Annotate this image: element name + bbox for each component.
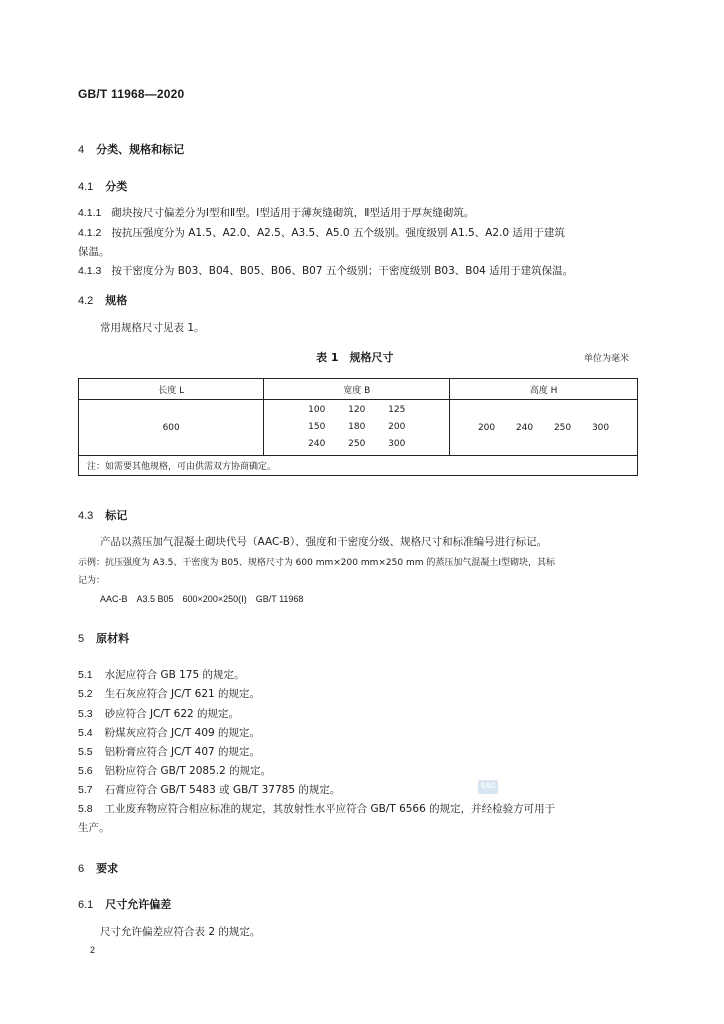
clause-5-4: 5.4 粉煤灰应符合 JC/T 409 的规定。 [78, 727, 261, 739]
length-cell: 600 [79, 400, 264, 456]
clause-5-7: 5.7 石膏应符合 GB/T 5483 或 GB/T 37785 的规定。 [78, 784, 341, 796]
section-4-3-heading: 4.3 标记 [78, 509, 128, 522]
clause-5-8: 5.8 工业废弃物应符合相应标准的规定，其放射性水平应符合 GB/T 6566 的规定，并经检验方可用于 [78, 803, 556, 815]
section-title: 分类、规格和标记 [96, 143, 185, 156]
header-length: 长度 L [79, 379, 264, 400]
watermark-stamp: SAC [478, 780, 498, 794]
section-4-1-heading: 4.1 分类 [78, 180, 128, 193]
section-number: 4 [78, 144, 85, 156]
clause-5-5: 5.5 铝粉膏应符合 JC/T 407 的规定。 [78, 746, 261, 758]
clause-5-3: 5.3 砂应符合 JC/T 622 的规定。 [78, 708, 240, 720]
table-1 [78, 378, 638, 476]
clause-4-1-1: 4.1.1 砌块按尺寸偏差分为Ⅰ型和Ⅱ型。Ⅰ型适用于薄灰缝砌筑，Ⅱ型适用于厚灰缝砌筑。 [78, 207, 475, 219]
section-4-2-heading: 4.2 规格 [78, 294, 128, 307]
clause-5-8-cont: 生产。 [78, 822, 110, 834]
section-6-1-heading: 6.1 尺寸允许偏差 [78, 898, 172, 911]
example-mark: AAC-B A3.5 B05 600×200×250(Ⅰ) GB/T 11968 [100, 594, 304, 604]
section-4-heading [78, 141, 184, 157]
clause-5-6: 5.6 铝粉应符合 GB/T 2085.2 的规定。 [78, 765, 272, 777]
height-cell: 200 240 250 300 [450, 400, 638, 456]
clause-4-1-2: 4.1.2 按抗压强度分为 A1.5、A2.0、A2.5、A3.5、A5.0 五个级别。强度级别 A1.5、A2.0 适用于建筑 [78, 227, 565, 239]
page-number: 2 [90, 945, 96, 955]
width-cell [264, 400, 450, 456]
width-row: 240 250 300 [308, 439, 406, 449]
width-row: 100 120 125 [308, 405, 406, 415]
example-text: 示例：抗压强度为 A3.5、干密度为 B05、规格尺寸为 600 mm×200 mm×250 mm 的蒸压加气混凝土Ⅰ型砌块，其标 [78, 558, 555, 568]
clause-4-1-3: 4.1.3 按干密度分为 B03、B04、B05、B06、B07 五个级别；干密度级别 B03、B04 适用于建筑保温。 [78, 265, 574, 277]
section-6-heading: 6 要求 [78, 862, 119, 875]
clause-4-2-text: 常用规格尺寸见表 1。 [100, 322, 205, 334]
header-width: 宽度 B [264, 379, 450, 400]
example-text-cont: 记为： [78, 576, 106, 586]
table-note: 注：如需要其他规格，可由供需双方协商确定。 [79, 456, 638, 476]
clause-4-3-text: 产品以蒸压加气混凝土砌块代号（AAC-B）、强度和干密度分级、规格尺寸和标准编号进行标记。 [100, 536, 548, 548]
table-1-unit: 单位为毫米 [584, 354, 630, 364]
header-height: 高度 H [450, 379, 638, 400]
clause-6-1-text: 尺寸允许偏差应符合表 2 的规定。 [100, 926, 261, 938]
standard-number: GB/T 11968—2020 [78, 87, 185, 101]
section-5-heading: 5 原材料 [78, 632, 130, 645]
width-row: 150 180 200 [308, 422, 406, 432]
clause-4-1-2-cont: 保温。 [78, 246, 110, 258]
table-1-title: 表 1 规格尺寸 [316, 351, 394, 364]
clause-5-1: 5.1 水泥应符合 GB 175 的规定。 [78, 669, 245, 681]
clause-5-2: 5.2 生石灰应符合 JC/T 621 的规定。 [78, 688, 261, 700]
